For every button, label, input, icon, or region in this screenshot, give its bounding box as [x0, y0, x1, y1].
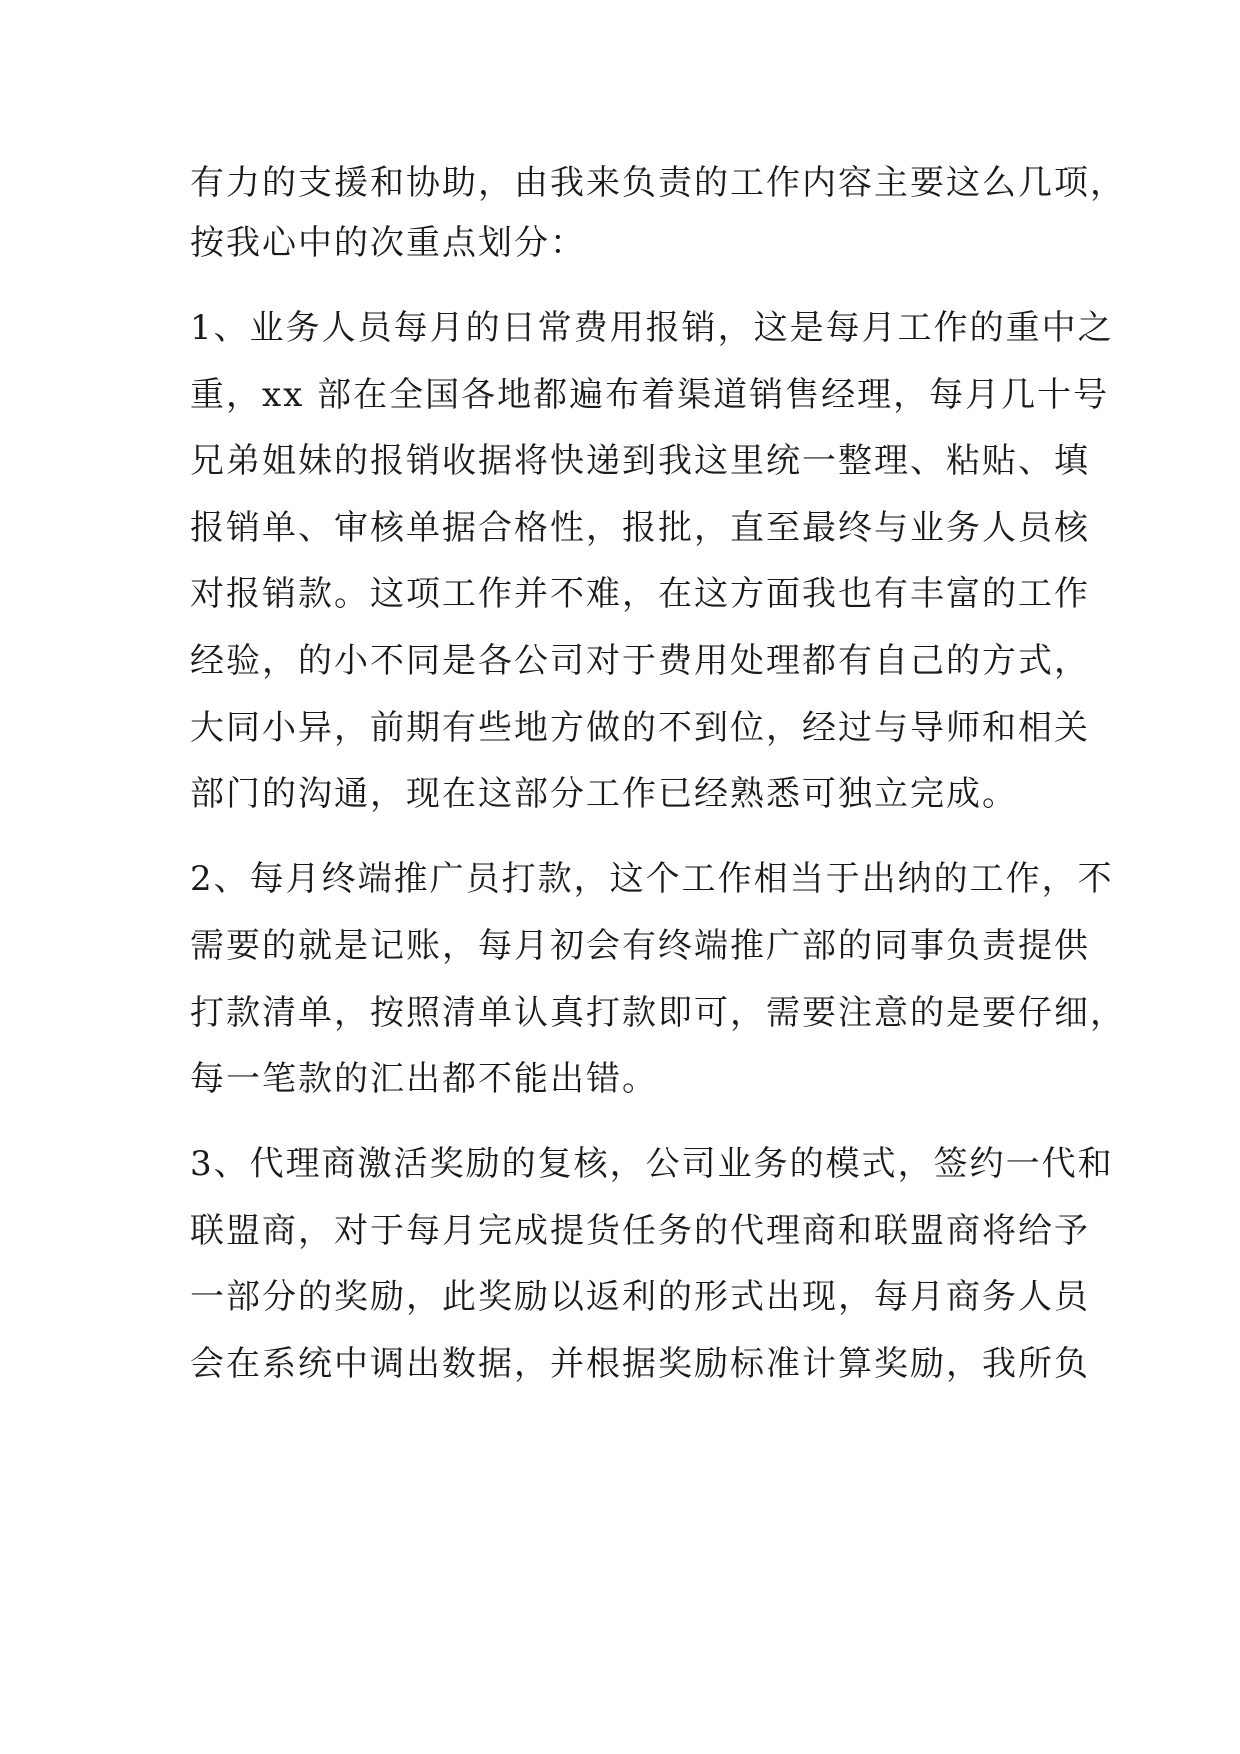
text-line: 兄弟姐妹的报销收据将快递到我这里统一整理、粘贴、填 — [190, 441, 1090, 481]
text-line: 报销单、审核单据合格性，报批，直至最终与业务人员核 — [190, 508, 1090, 548]
text-line: 大同小异，前期有些地方做的不到位，经过与导师和相关 — [190, 708, 1090, 748]
text-line: 1、业务人员每月的日常费用报销，这是每月工作的重中之 — [190, 308, 1114, 348]
text-line: 2、每月终端推广员打款，这个工作相当于出纳的工作，不 — [190, 859, 1114, 899]
text-line: 每一笔款的汇出都不能出错。 — [190, 1059, 658, 1099]
text-line: 联盟商，对于每月完成提货任务的代理商和联盟商将给予 — [190, 1211, 1090, 1251]
text-line: 3、代理商激活奖励的复核，公司业务的模式，签约一代和 — [190, 1144, 1114, 1184]
text-line: 重，xx 部在全国各地都遍布着渠道销售经理，每月几十号 — [190, 375, 1110, 415]
text-line: 一部分的奖励，此奖励以返利的形式出现，每月商务人员 — [190, 1277, 1090, 1317]
text-line: 经验，的小不同是各公司对于费用处理都有自己的方式， — [190, 641, 1090, 681]
text-line: 部门的沟通，现在这部分工作已经熟悉可独立完成。 — [190, 774, 1018, 814]
text-line: 按我心中的次重点划分： — [190, 223, 586, 263]
text-line: 对报销款。这项工作并不难，在这方面我也有丰富的工作 — [190, 574, 1090, 614]
text-line: 打款清单，按照清单认真打款即可，需要注意的是要仔细， — [190, 993, 1126, 1033]
text-line: 有力的支援和协助，由我来负责的工作内容主要这么几项， — [190, 163, 1126, 203]
text-line: 会在系统中调出数据，并根据奖励标准计算奖励，我所负 — [190, 1344, 1090, 1384]
text-line: 需要的就是记账，每月初会有终端推广部的同事负责提供 — [190, 926, 1090, 966]
